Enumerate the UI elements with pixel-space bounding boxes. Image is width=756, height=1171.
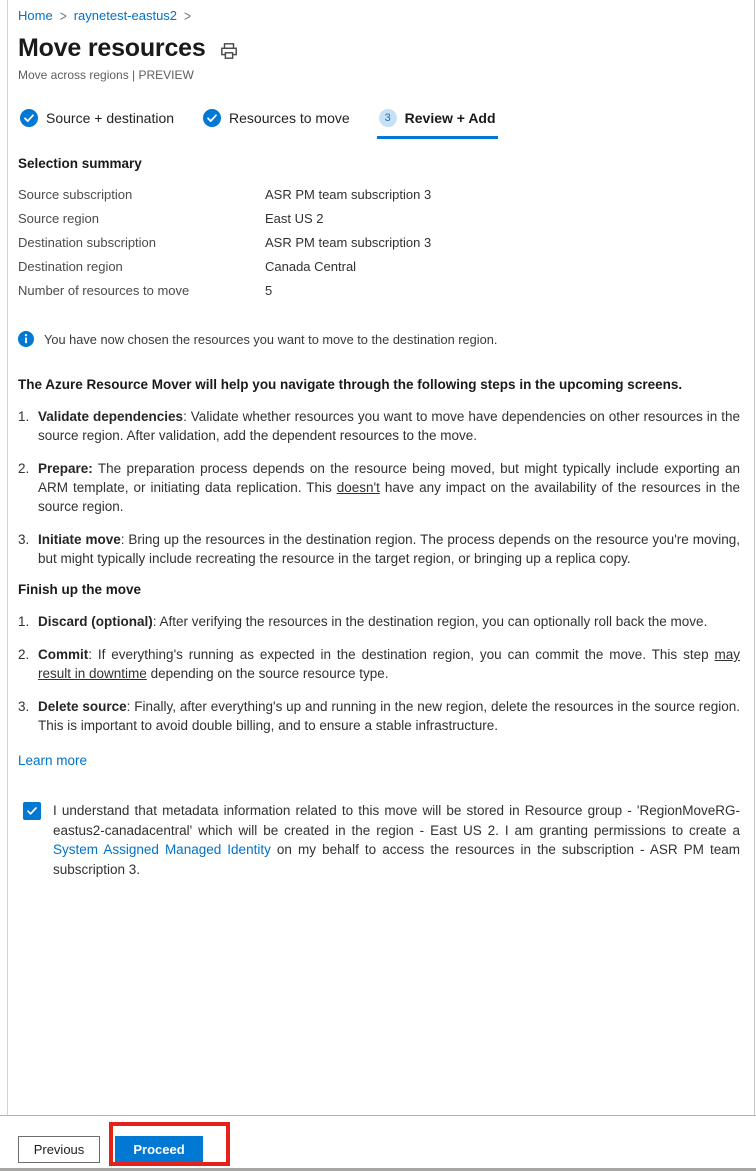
tab-review-add[interactable]	[377, 109, 498, 139]
footer-bar	[0, 1115, 756, 1171]
summary-row	[18, 255, 740, 279]
text-segment: : Validate whether resources you want to move have dependencies on other resources in the source region. After validation, add the dependent resources to the move.	[38, 409, 740, 443]
list-text	[38, 407, 740, 445]
printer-icon[interactable]	[220, 42, 238, 60]
tab-label: Resources to move	[229, 110, 350, 126]
selection-summary-heading: Selection summary	[18, 156, 142, 171]
list-number: 3.	[18, 699, 30, 714]
summary-label: Destination subscription	[18, 235, 157, 250]
tab-resources-to-move[interactable]	[201, 109, 352, 139]
consent-text	[53, 801, 740, 879]
summary-row	[18, 207, 740, 231]
text-segment: The preparation process depends on the resource being moved, but might typically include exporting an ARM template, or initiating data replication. This	[38, 461, 740, 495]
page-subtitle: Move across regions | PREVIEW	[18, 68, 194, 82]
text-segment: depending on the source resource type.	[146, 666, 389, 681]
tab-label: Review + Add	[404, 110, 496, 126]
title-row	[18, 34, 740, 63]
upcoming-steps-list	[18, 407, 740, 568]
selection-summary	[18, 183, 740, 303]
step-number-badge: 3	[379, 109, 397, 127]
info-icon	[18, 331, 34, 347]
learn-more-link[interactable]: Learn more	[18, 753, 88, 768]
text-segment: Validate dependencies	[38, 409, 184, 424]
tab-label: Source + destination	[46, 110, 175, 126]
summary-value: ASR PM team subscription 3	[265, 235, 432, 250]
check-circle-icon	[203, 109, 221, 127]
summary-value: 5	[265, 283, 273, 298]
text-segment: on my behalf to access the resources in the subscription - ASR PM team subscription 3.	[53, 842, 741, 877]
consent-section	[18, 801, 740, 879]
list-item	[18, 697, 740, 735]
summary-value: Canada Central	[265, 259, 357, 274]
list-item	[18, 612, 740, 631]
content-panel	[7, 0, 755, 1115]
text-segment: Commit	[38, 647, 89, 662]
list-number: 2.	[18, 647, 30, 662]
list-number: 1.	[18, 409, 30, 424]
breadcrumb	[18, 8, 740, 23]
summary-label: Destination region	[18, 259, 123, 274]
list-number: 3.	[18, 532, 30, 547]
page-title: Move resources	[18, 34, 206, 62]
text-segment: : After verifying the resources in the destination region, you can optionally roll back the move.	[152, 614, 708, 629]
text-segment: : Finally, after everything's up and running in the new region, delete the resources in the source region. This is important to avoid double billing, and to ensure a stable infrastructure.	[38, 699, 740, 733]
check-circle-icon	[20, 109, 38, 127]
summary-label: Source subscription	[18, 187, 133, 202]
breadcrumb-home-link[interactable]: Home	[18, 8, 53, 23]
list-item	[18, 407, 740, 445]
text-segment: Prepare:	[38, 461, 93, 476]
text-segment: doesn't	[336, 480, 380, 495]
inline-link[interactable]: System Assigned Managed Identity	[53, 842, 271, 857]
finish-up-heading: Finish up the move	[18, 582, 142, 597]
summary-row	[18, 231, 740, 255]
list-number: 1.	[18, 614, 30, 629]
list-text	[38, 530, 740, 568]
list-text	[38, 459, 740, 516]
list-text	[38, 645, 740, 683]
text-segment: : If everything's running as expected in the destination region, you can commit the move. This step	[88, 647, 715, 662]
text-segment: : Bring up the resources in the destination region. The process depends on the resource you're moving, but might typically include recreating the resource in the target region, or bringing up a replica copy.	[38, 532, 740, 566]
summary-value: East US 2	[265, 211, 324, 226]
guide-heading: The Azure Resource Mover will help you navigate through the following steps in the upcoming screens.	[18, 377, 683, 392]
summary-value: ASR PM team subscription 3	[265, 187, 432, 202]
wizard-tabs	[18, 109, 740, 139]
text-segment: may result in downtime	[38, 647, 740, 681]
list-item	[18, 459, 740, 516]
list-item	[18, 645, 740, 683]
breadcrumb-current-link[interactable]: raynetest-eastus2	[73, 8, 178, 23]
finish-steps-list	[18, 612, 740, 735]
previous-button[interactable]: Previous	[18, 1136, 100, 1163]
list-text	[38, 697, 740, 735]
text-segment: Initiate move	[38, 532, 121, 547]
list-item	[18, 530, 740, 568]
list-number: 2.	[18, 461, 30, 476]
text-segment: Discard (optional)	[38, 614, 153, 629]
summary-row	[18, 183, 740, 207]
checkmark-icon	[26, 805, 38, 817]
info-banner	[18, 330, 740, 347]
summary-row	[18, 279, 740, 303]
info-message: You have now chosen the resources you want to move to the destination region.	[44, 332, 498, 347]
proceed-button[interactable]: Proceed	[115, 1136, 203, 1163]
summary-label: Source region	[18, 211, 99, 226]
consent-checkbox[interactable]	[23, 802, 41, 820]
summary-label: Number of resources to move	[18, 283, 190, 298]
text-segment: I understand that metadata information related to this move will be stored in Resource group - 'RegionMoveRG-eastus2-canadacentral' which will be created in the region - East US 2. I am granting permissions to create a	[53, 803, 740, 838]
text-segment: have any impact on the availability of the resources in the source region.	[38, 480, 741, 514]
breadcrumb-chevron-icon: >	[59, 6, 67, 25]
breadcrumb-chevron-icon: >	[184, 6, 192, 25]
tab-source-destination[interactable]	[18, 109, 176, 139]
list-text	[38, 612, 740, 631]
text-segment: Delete source	[38, 699, 127, 714]
